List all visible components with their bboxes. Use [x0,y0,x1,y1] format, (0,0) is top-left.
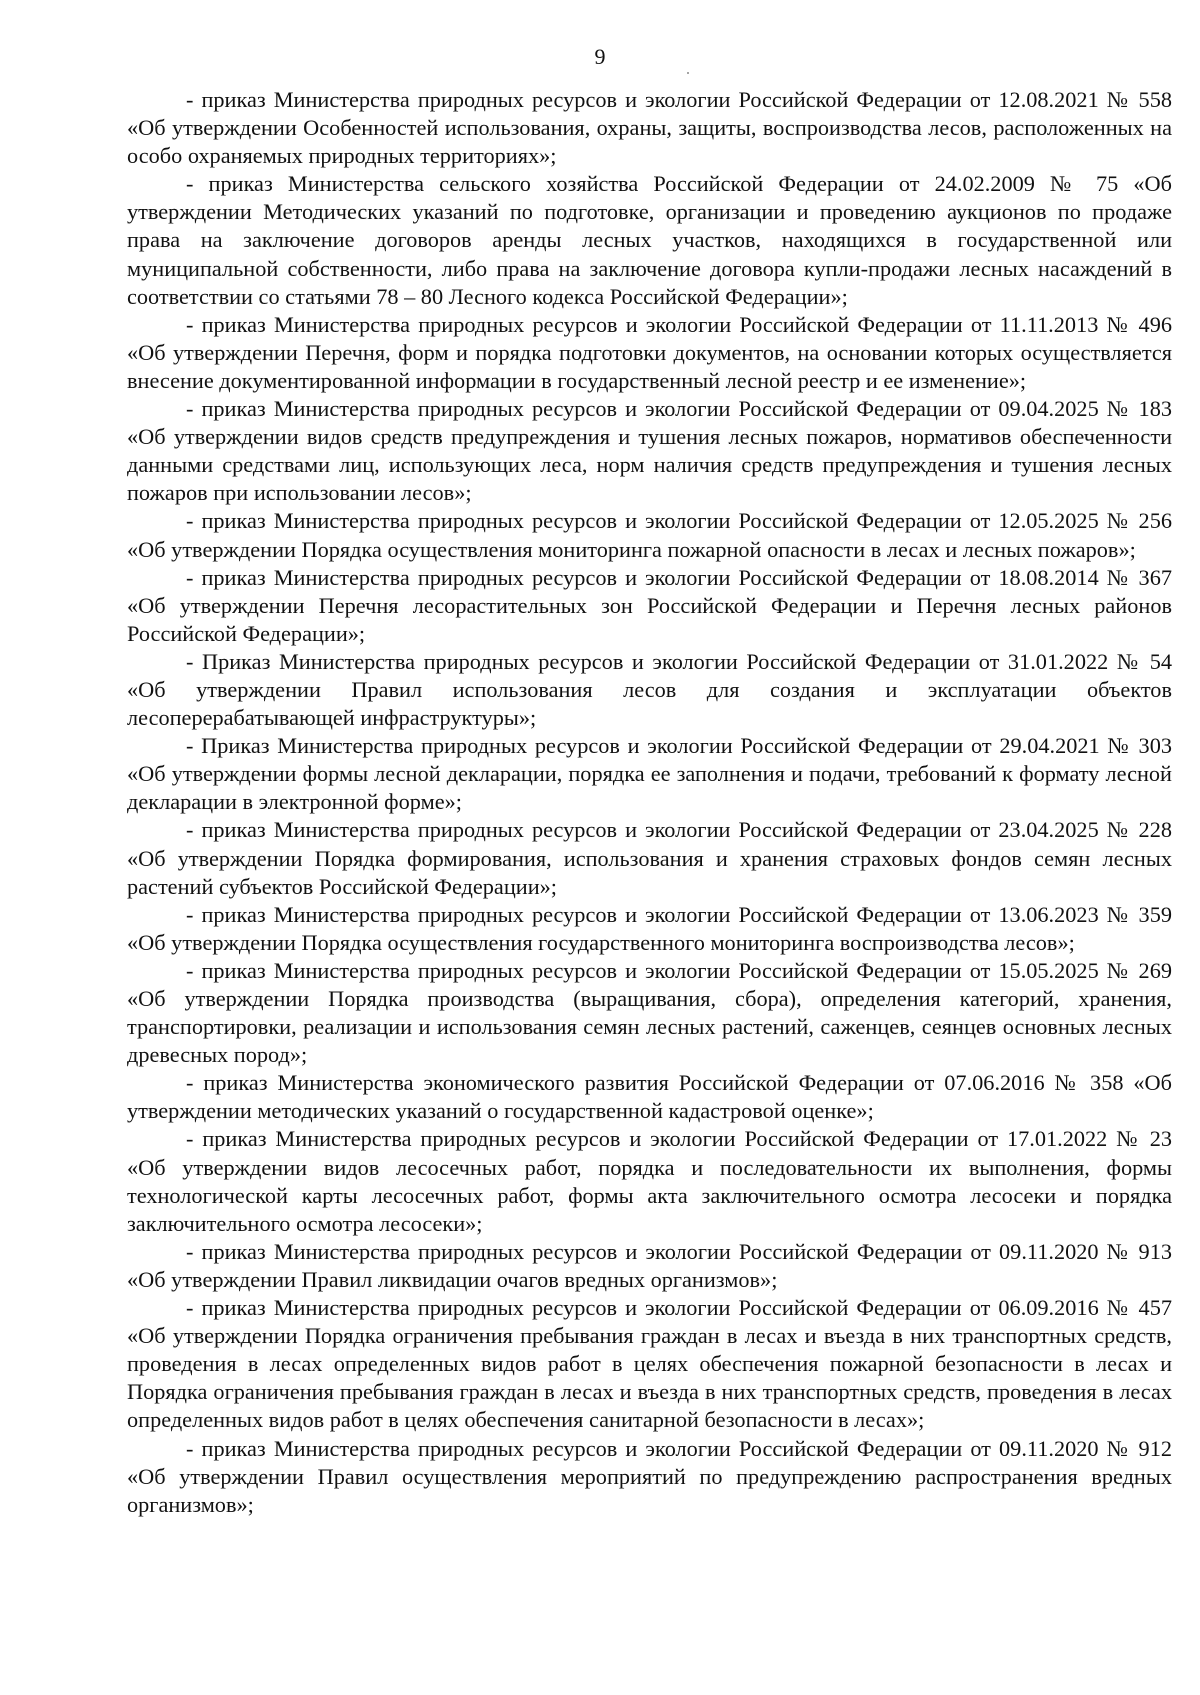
list-item: - приказ Министерства природных ресурсов и экологии Российской Федерации от 23.04.2025 № 228 «Об утверждении Порядка формирования, использования и хранения страховых фондов семян лесных растений субъектов Российской Федерации»; [127,817,1172,899]
list-item: - приказ Министерства природных ресурсов и экологии Российской Федерации от 17.01.2022 № 23 «Об утверждении видов лесосечных работ, порядка и последовательности их выполнения, формы технологической карты лесосечных работ, формы акта заключительного осмотра лесосеки и порядка заключительного осмотра лесосеки»; [127,1126,1172,1236]
list-item: - приказ Министерства сельского хозяйства Российской Федерации от 24.02.2009 № 75 «Об утверждении Методических указаний по подготовке, организации и проведению аукционов по продаже права на заключение договоров аренды лесных участков, находящихся в государственной или муниципальной собственности, либо права на заключение договора купли-продажи лесных насаждений в соответствии со статьями 78 – 80 Лесного кодекса Российской Федерации»; [127,171,1172,309]
list-item: - приказ Министерства природных ресурсов и экологии Российской Федерации от 11.11.2013 № 496 «Об утверждении Перечня, форм и порядка подготовки документов, на основании которых осуществляется внесение документированной информации в государственный лесной реестр и ее изменение»; [127,311,1172,393]
list-item: - приказ Министерства природных ресурсов и экологии Российской Федерации от 15.05.2025 № 269 «Об утверждении Порядка производства (выращивания, сбора), определения категорий, хранения, транспортировки, реализации и использования семян лесных растений, саженцев, сеянцев основных лесных древесных пород»; [127,957,1172,1068]
list-item: - приказ Министерства экономического развития Российской Федерации от 07.06.2016 № 358 «Об утверждении методических указаний о государственной кадастровой оценке»; [127,1070,1172,1124]
list-item: - приказ Министерства природных ресурсов и экологии Российской Федерации от 09.11.2020 № 912 «Об утверждении Правил осуществления мероприятий по предупреждению распространения вредных организмов»; [127,1435,1172,1517]
list-item: - приказ Министерства природных ресурсов и экологии Российской Федерации от 12.05.2025 № 256 «Об утверждении Порядка осуществления мониторинга пожарной опасности в лесах и лесных пожаров»; [127,508,1172,562]
list-item: - Приказ Министерства природных ресурсов и экологии Российской Федерации от 29.04.2021 № 303 «Об утверждении формы лесной декларации, порядка ее заполнения и подачи, требований к формату лесной декларации в электронной форме»; [127,733,1172,815]
regulations-list [127,86,1172,1519]
list-item: - приказ Министерства природных ресурсов и экологии Российской Федерации от 06.09.2016 № 457 «Об утверждении Порядка ограничения пребывания граждан в лесах и въезда в них транспортных средств, проведения в лесах определенных видов работ в целях обеспечения пожарной безопасности в лесах и Порядка ограничения пребывания граждан в лесах и въезда в них транспортных средств, проведения в лесах определенных видов работ в целях обеспечения санитарной безопасности в лесах»; [127,1295,1172,1433]
list-item: - приказ Министерства природных ресурсов и экологии Российской Федерации от 09.04.2025 № 183 «Об утверждении видов средств предупреждения и тушения лесных пожаров, нормативов обеспеченности данными средствами лиц, использующих леса, норм наличия средств предупреждения и тушения лесных пожаров при использовании лесов»; [127,396,1172,506]
list-item: - приказ Министерства природных ресурсов и экологии Российской Федерации от 09.11.2020 № 913 «Об утверждении Правил ликвидации очагов вредных организмов»; [127,1238,1172,1292]
list-item: - Приказ Министерства природных ресурсов и экологии Российской Федерации от 31.01.2022 № 54 «Об утверждении Правил использования лесов для создания и эксплуатации объектов лесоперерабатывающей инфраструктуры»; [127,648,1172,731]
list-item: - приказ Министерства природных ресурсов и экологии Российской Федерации от 13.06.2023 № 359 «Об утверждении Порядка осуществления государственного мониторинга воспроизводства лесов»; [127,901,1172,955]
list-item: - приказ Министерства природных ресурсов и экологии Российской Федерации от 18.08.2014 № 367 «Об утверждении Перечня лесорастительных зон Российской Федерации и Перечня лесных районов Российской Федерации»; [127,564,1172,646]
list-item: - приказ Министерства природных ресурсов и экологии Российской Федерации от 12.08.2021 № 558 «Об утверждении Особенностей использования, охраны, защиты, воспроизводства лесов, расположенных на особо охраняемых природных территориях»; [127,87,1172,169]
page-number: 9 [594,44,606,69]
scan-speck [687,72,689,74]
